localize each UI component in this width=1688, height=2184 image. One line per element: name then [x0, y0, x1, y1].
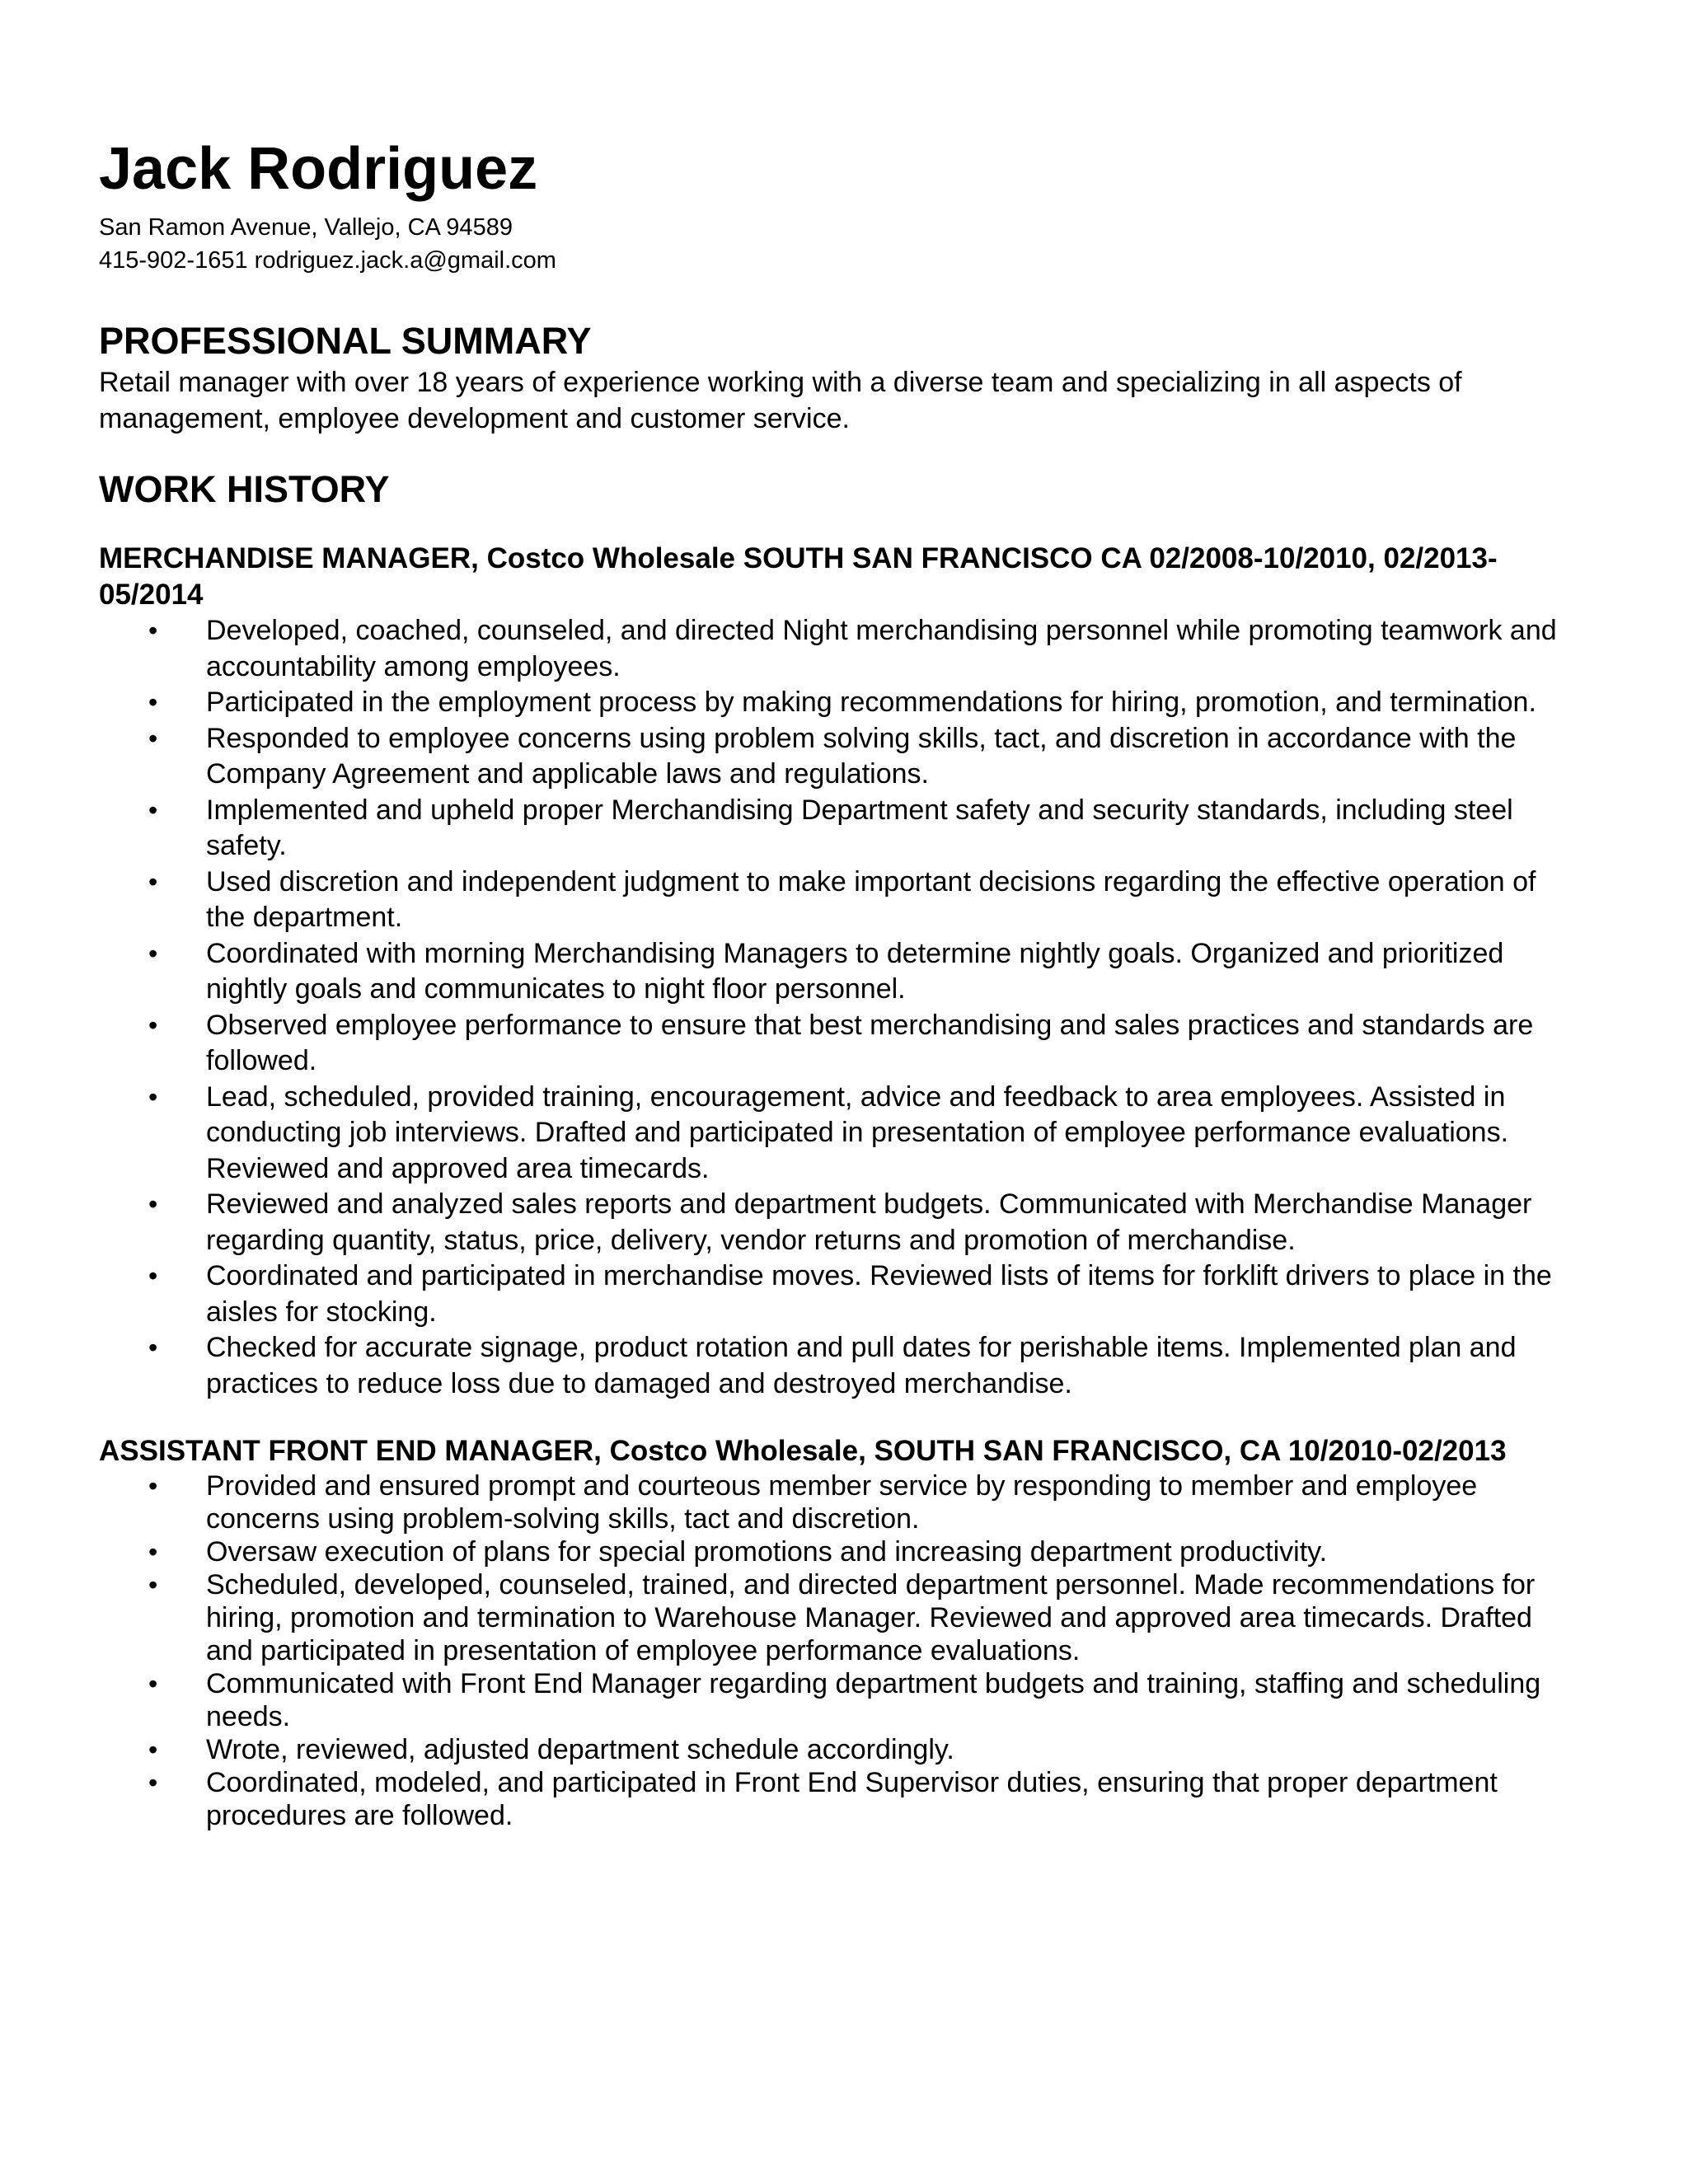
job-heading-assistant-front-end-manager: ASSISTANT FRONT END MANAGER, Costco Wholesale, SOUTH SAN FRANCISCO, CA 10/2010-02/2013: [99, 1435, 1507, 1467]
job-bullets-merchandise-manager: [99, 613, 1582, 1402]
bullet-icon: •: [148, 1081, 158, 1112]
bullet-icon: •: [148, 866, 158, 897]
list-item: • Provided and ensured prompt and courteous member service by responding to member and employee concerns using problem-solving skills, tact and discretion.: [148, 1470, 1478, 1535]
summary-heading: PROFESSIONAL SUMMARY: [99, 320, 592, 362]
bullet-icon: •: [148, 1333, 158, 1362]
bullet-icon: •: [148, 1010, 158, 1040]
list-item: • Checked for accurate signage, product rotation and pull dates for perishable items. Implemented plan and practices to reduce loss due to damaged and destroyed merchandise.: [148, 1332, 1517, 1399]
bullet-icon: •: [148, 938, 158, 968]
contact-block: [99, 211, 1582, 277]
job-heading-merchandise-manager: MERCHANDISE MANAGER, Costco Wholesale SOUTH SAN FRANCISCO CA 02/2008-10/2010, 02/2013-05/2014: [99, 542, 1498, 611]
summary-text: Retail manager with over 18 years of experience working with a diverse team and specializing in all aspects of management, employee development and customer service.: [99, 367, 1462, 434]
phone-email-line: 415-902-1651 rodriguez.jack.a@gmail.com: [99, 247, 556, 274]
bullet-icon: •: [148, 1471, 158, 1501]
list-item: • Participated in the employment process by making recommendations for hiring, promotion, and termination.: [99, 685, 1582, 721]
list-item: • Scheduled, developed, counseled, trained, and directed department personnel. Made recommendations for hiring, promotion and termination to Warehouse Manager. Reviewed and approved area timecards. Drafted and participated in presentation of employee performance evaluations.: [148, 1569, 1536, 1666]
address-line: San Ramon Avenue, Vallejo, CA 94589: [99, 214, 513, 241]
list-item: • Implemented and upheld proper Merchandising Department safety and security standards, including steel safety.: [148, 794, 1513, 861]
resume-page: [99, 132, 1582, 1832]
bullet-icon: •: [148, 794, 158, 825]
bullet-icon: •: [148, 1768, 158, 1797]
list-item: • Oversaw execution of plans for special promotions and increasing department productivity.: [148, 1536, 1328, 1568]
bullet-icon: •: [148, 616, 158, 645]
bullet-icon: •: [148, 687, 158, 717]
list-item: • Used discretion and independent judgment to make important decisions regarding the effective operation of the department.: [148, 865, 1536, 933]
bullet-icon: •: [148, 1537, 158, 1567]
bullet-icon: •: [148, 1261, 158, 1291]
list-item: • Coordinated, modeled, and participated in Front End Supervisor duties, ensuring that proper department procedures are followed.: [148, 1767, 1498, 1831]
work-history-heading: WORK HISTORY: [99, 468, 390, 510]
list-item: • Reviewed and analyzed sales reports and department budgets. Communicated with Merchandise Manager regarding quantity, status, price, delivery, vendor returns and promotion of merchandise.: [148, 1188, 1532, 1256]
list-item: • Coordinated and participated in merchandise moves. Reviewed lists of items for forklift drivers to place in the aisles for stocking.: [148, 1260, 1552, 1328]
bullet-icon: •: [148, 723, 158, 753]
list-item: • Observed employee performance to ensure that best merchandising and sales practices and standards are followed.: [148, 1009, 1534, 1076]
list-item: • Lead, scheduled, provided training, encouragement, advice and feedback to area employees. Assisted in conducting job interviews. Drafted and participated in presentation of employee performance evaluations. Reviewed and approved area timecards.: [148, 1080, 1509, 1184]
bullet-icon: •: [148, 1669, 158, 1699]
job-bullets-assistant-front-end-manager: [99, 1469, 1582, 1832]
list-item: • Wrote, reviewed, adjusted department schedule accordingly.: [148, 1734, 954, 1765]
list-item: • Communicated with Front End Manager regarding department budgets and training, staffing and scheduling needs.: [148, 1668, 1541, 1732]
list-item: • Responded to employee concerns using problem solving skills, tact, and discretion in accordance with the Company Agreement and applicable laws and regulations.: [148, 722, 1517, 790]
candidate-name: Jack Rodriguez: [99, 136, 538, 202]
bullet-icon: •: [148, 1570, 158, 1600]
list-item: • Coordinated with morning Merchandising Managers to determine nightly goals. Organized and prioritized nightly goals and communicates to night floor personnel.: [148, 937, 1504, 1005]
bullet-icon: •: [148, 1735, 158, 1765]
bullet-icon: •: [148, 1189, 158, 1219]
list-item: • Developed, coached, counseled, and directed Night merchandising personnel while promoting teamwork and accountability among employees.: [148, 615, 1557, 682]
